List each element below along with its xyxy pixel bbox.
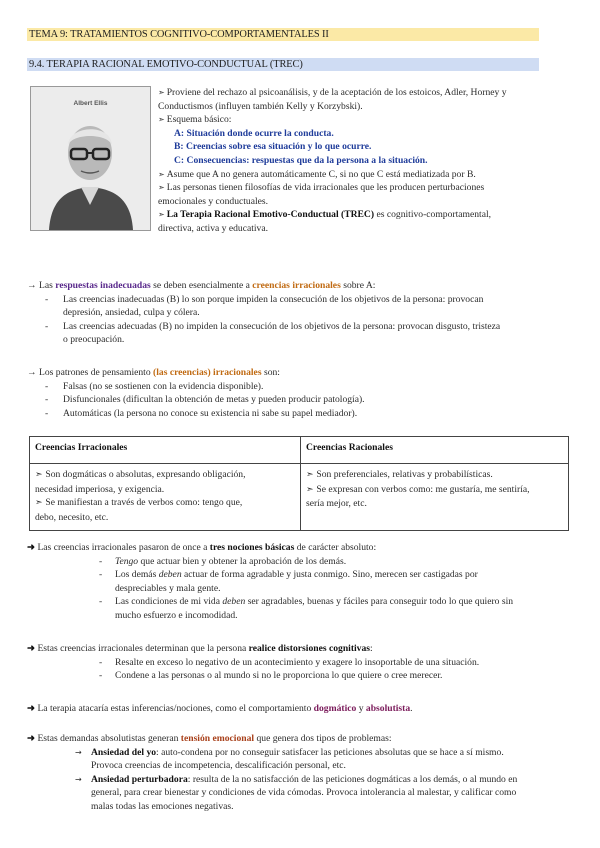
scheme-c: C: Consecuencias: respuestas que da la persona a la situación. xyxy=(174,154,428,166)
section-header: 9.4. TERAPIA RACIONAL EMOTIVO-CONDUCTUAL (TREC) xyxy=(27,58,539,71)
arrow-icon: ➣ xyxy=(158,169,165,179)
intro-line: ➣ Asume que A no genera automáticamente C, si no que C está mediatizada por B. xyxy=(158,168,476,180)
list-item: o preocupación. xyxy=(63,334,125,346)
arrow-icon: ➣ xyxy=(158,183,165,193)
arrow-icon: ➜ xyxy=(27,643,38,654)
list-item: general, para crear bienestar y condiciones de vida cómodas. Provoca intolerancia al malestar, y calificar como xyxy=(91,787,517,799)
lead-line: ➜ Estas creencias irracionales determinan que la persona realice distorsiones cognitivas: xyxy=(27,643,373,654)
table-cell-irrational: ➣ Son dogmáticas o absolutas, expresando obligación, necesidad imperiosa, y exigencia. ➣ Se manifiestan a través de verbos como: tengo que, debo, necesito, etc. xyxy=(30,464,301,531)
list-item: - Disfuncionales (dificultan la obtención de metas y pueden producir patología). xyxy=(45,394,365,406)
arrow-icon: ➣ xyxy=(306,484,317,495)
list-item: - Condene a las personas o al mundo si no le proporciona lo que quiere o cree merecer. xyxy=(99,670,443,682)
list-item: despreciables y mala gente. xyxy=(115,582,221,594)
intro-line: emocionales y conductuales. xyxy=(158,195,269,207)
arrow-icon: → xyxy=(27,367,39,378)
intro-line: ➣ Esquema básico: xyxy=(158,114,232,126)
section-patterns xyxy=(27,366,572,420)
arrow-icon: → xyxy=(75,774,82,784)
photo-caption: Albert Ellis xyxy=(73,100,108,107)
list-item: malas todas las emociones negativas. xyxy=(91,800,234,812)
list-item: - Las creencias inadecuadas (B) lo son porque impiden la consecución de los objetivos de la persona: provocan xyxy=(45,293,484,305)
list-item: Provoca creencias de incompetencia, descalificación personal, etc. xyxy=(91,760,346,772)
intro-line: ➣ Proviene del rechazo al psicoanálisis, y de la aceptación de los estoicos, Adler, Horney y xyxy=(158,87,507,98)
list-item: - Automáticas (la persona no conoce su existencia ni sabe su papel mediador). xyxy=(45,407,358,419)
intro-block xyxy=(158,86,543,236)
beliefs-table xyxy=(29,436,569,531)
section-distortions xyxy=(27,642,572,683)
arrow-icon: ➜ xyxy=(27,733,38,744)
section-responses xyxy=(27,279,572,347)
list-item: mucho esfuerzo e incomodidad. xyxy=(115,609,238,621)
list-item: - Las creencias adecuadas (B) no impiden la consecución de los objetivos de la persona: provocan disgusto, tristeza xyxy=(45,320,501,332)
section-therapy xyxy=(27,702,572,716)
list-item: - Resalte en exceso lo negativo de un acontecimiento y exagere lo insoportable de una situación. xyxy=(99,656,480,668)
arrow-icon: → xyxy=(75,747,82,757)
scheme-a: A: Situación donde ocurre la conducta. xyxy=(174,127,334,139)
lead-line: → Los patrones de pensamiento (las creencias) irracionales son: xyxy=(27,367,280,378)
list-item: → Ansiedad perturbadora: resulta de la no satisfacción de las peticiones dogmáticas a los demás, o al mundo en xyxy=(75,773,518,785)
scheme-b: B: Creencias sobre esa situación y lo que ocurre. xyxy=(174,141,372,153)
intro-line: ➣ La Terapia Racional Emotivo-Conductual (TREC) es cognitivo-comportamental, xyxy=(158,209,492,221)
arrow-icon: ➣ xyxy=(35,498,46,509)
list-item: - Tengo que actuar bien y obtener la aprobación de los demás. xyxy=(99,555,347,567)
list-item: depresión, ansiedad, culpa y cólera. xyxy=(63,307,200,319)
topic-header: TEMA 9: TRATAMIENTOS COGNITIVO-COMPORTAMENTALES II xyxy=(27,28,539,41)
lead-line: → Las respuestas inadecuadas se deben esencialmente a creencias irracionales sobre A: xyxy=(27,280,376,291)
list-item: - Los demás deben actuar de forma agradable y justa conmigo. Sino, merecen ser castigadas por xyxy=(99,569,478,581)
list-item: → Ansiedad del yo: auto-condena por no conseguir satisfacer las peticiones absolutas que se hace a sí mismo. xyxy=(75,746,504,758)
list-item: - Las condiciones de mi vida deben ser agradables, buenas y fáciles para conseguir todo lo que quiero sin xyxy=(99,596,514,608)
arrow-icon: ➣ xyxy=(306,470,317,480)
arrow-icon: → xyxy=(27,280,39,291)
table-header-rational: Creencias Racionales xyxy=(301,437,569,464)
lead-line: ➜ La terapia atacaría estas inferencias/nociones, como el comportamiento dogmático y absolutista. xyxy=(27,703,413,714)
section-tension xyxy=(27,732,572,814)
table-header-irrational: Creencias Irracionales xyxy=(30,437,301,464)
arrow-icon: ➣ xyxy=(158,115,165,125)
list-item: - Falsas (no se sostienen con la evidencia disponible). xyxy=(45,380,264,392)
intro-line: ➣ Las personas tienen filosofías de vida irracionales que les producen perturbaciones xyxy=(158,182,485,194)
section-three-notions xyxy=(27,541,572,623)
arrow-icon: ➣ xyxy=(158,210,165,220)
albert-ellis-photo xyxy=(30,86,151,231)
arrow-icon: ➣ xyxy=(35,470,46,480)
arrow-icon: ➜ xyxy=(27,542,38,553)
intro-line: directiva, activa y educativa. xyxy=(158,222,269,234)
arrow-icon: ➣ xyxy=(158,88,165,97)
arrow-icon: ➜ xyxy=(27,703,38,714)
lead-line: ➜ Estas demandas absolutistas generan tensión emocional que genera dos tipos de problemas: xyxy=(27,733,392,744)
lead-line: ➜ Las creencias irracionales pasaron de once a tres nociones básicas de carácter absoluto: xyxy=(27,542,377,553)
intro-line: Conductismos (influyen también Kelly y Korzybski). xyxy=(158,100,363,112)
table-cell-rational: ➣ Son preferenciales, relativas y probabilísticas. ➣ Se expresan con verbos como: me gustaría, me sentiría, sería mejor, etc. xyxy=(301,464,569,531)
